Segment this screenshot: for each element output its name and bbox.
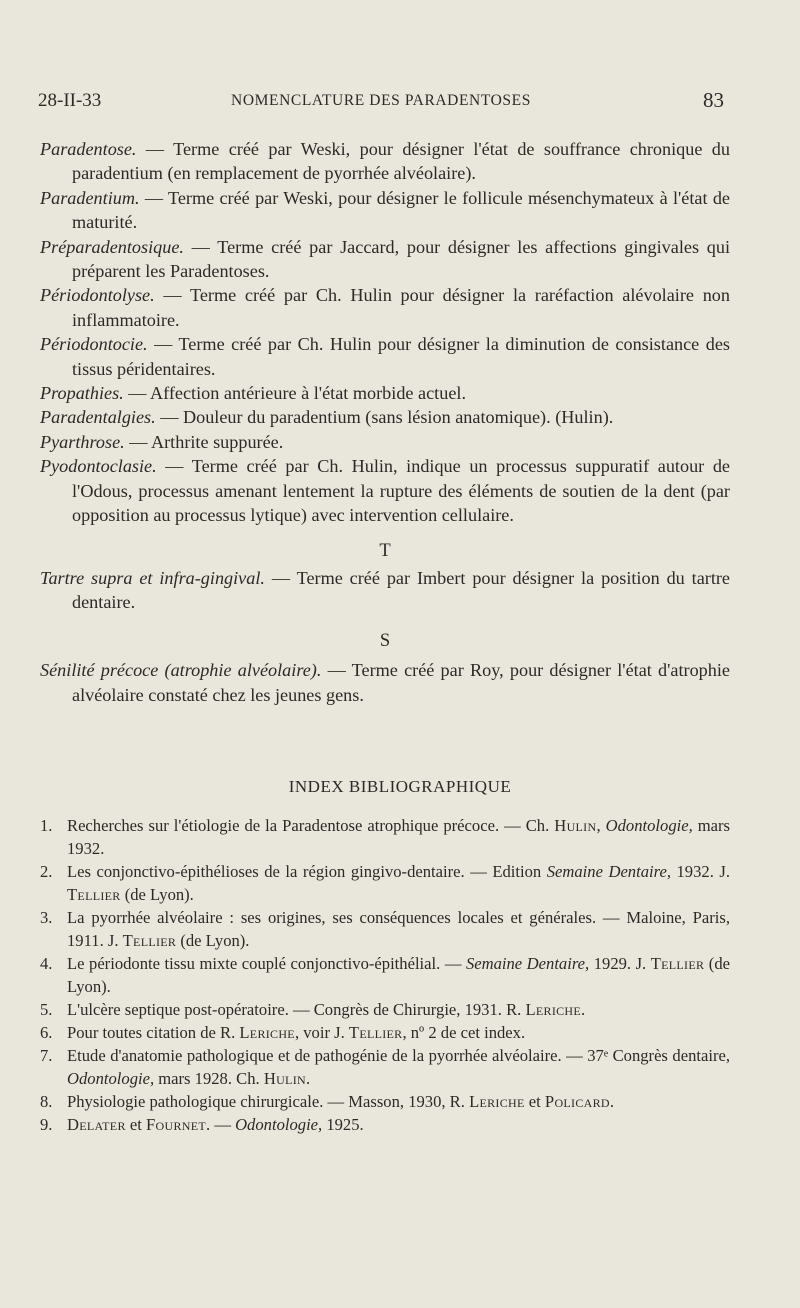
reference-number: 4. (40, 954, 53, 973)
page-number: 83 (703, 88, 724, 112)
reference-number: 1. (40, 816, 53, 835)
author-name: Tellier (348, 1023, 403, 1042)
bibliography-item (40, 1044, 730, 1090)
entry-definition: — Terme créé par Jaccard, pour désigner les affections gingivales qui préparent les Paradentoses. (72, 236, 730, 282)
journal-title: Odontologie, (605, 816, 693, 835)
glossary-entry (40, 235, 730, 284)
bibliography-item (40, 998, 730, 1021)
reference-text: Le périodonte tissu mixte couplé conjonctivo-épithélial. — (67, 954, 466, 973)
entry-term: Paradentose. (40, 139, 137, 159)
reference-number: 8. (40, 1092, 53, 1111)
author-name: Hulin. (263, 1069, 311, 1088)
reference-number: 9. (40, 1115, 53, 1134)
glossary-entry (40, 658, 730, 707)
entry-definition: — Terme créé par Ch. Hulin pour désigner la diminution de consistance des tissus péridentaires. (72, 334, 730, 379)
author-name: Fournet (146, 1115, 207, 1134)
index-title: INDEX BIBLIOGRAPHIQUE (288, 777, 512, 796)
reference-text: , voir J. (294, 1023, 349, 1042)
reference-text: . — (206, 1115, 236, 1134)
bibliography-item (40, 1090, 730, 1113)
author-name: Leriche (469, 1092, 525, 1111)
bibliography-item (40, 952, 730, 998)
reference-text: , (596, 816, 606, 835)
glossary-entry (40, 283, 730, 332)
glossary-entry (40, 430, 730, 454)
reference-text: , nº 2 de cet index. (402, 1023, 526, 1042)
reference-number: 6. (40, 1023, 53, 1042)
entry-definition: — Arthrite suppurée. (124, 431, 284, 452)
author-name: Leriche (239, 1023, 295, 1042)
running-header (38, 86, 724, 118)
reference-number: 2. (40, 862, 53, 881)
glossary (40, 137, 730, 707)
bibliography-item (40, 814, 730, 860)
reference-text: (de Lyon). (67, 954, 730, 996)
reference-text: Recherches sur l'étiologie de la Paradentose atrophique précoce. — Ch. (67, 816, 555, 835)
journal-title: Semaine Dentaire, (465, 954, 590, 973)
entry-term: Préparadentosique. (40, 236, 184, 257)
glossary-entry (40, 454, 730, 527)
entry-definition: — Affection antérieure à l'état morbide actuel. (123, 383, 466, 404)
entry-term: Paradentium. (40, 187, 140, 208)
entry-term: Pyodontoclasie. (40, 456, 157, 477)
entry-term: Périodontocie. (40, 334, 148, 355)
section-letter-t: T (379, 540, 391, 561)
entry-definition: — Terme créé par Imbert pour désigner la position du tartre dentaire. (72, 567, 731, 612)
reference-text: Pour toutes citation de R. (67, 1023, 240, 1042)
reference-text: Physiologie pathologique chirurgicale. — Masson, 1930, R. (67, 1092, 470, 1111)
journal-title: Semaine Dentaire, (546, 862, 671, 881)
entry-term: Pyarthrose. (40, 431, 125, 452)
entry-definition: — Terme créé par Ch. Hulin, indique un processus suppuratif autour de l'Odous, processus amenant lentement la rupture des éléments de soutien de la dent (par opposition au processus lytique) avec intervention cellulaire. (72, 456, 730, 526)
glossary-entry (40, 566, 730, 615)
entry-definition: — Terme créé par Weski, pour désigner le follicule mésenchymateux à l'état de maturité. (72, 187, 730, 233)
section-letter-s: S (379, 631, 391, 652)
reference-text: L'ulcère septique post-opératoire. — Congrès de Chirurgie, 1931. R. (67, 1000, 526, 1019)
bibliography-list (40, 814, 730, 1136)
reference-text: et (524, 1092, 545, 1111)
reference-text: 1925. (322, 1115, 364, 1134)
author-name: Tellier (122, 931, 177, 950)
reference-number: 5. (40, 1000, 53, 1019)
entry-term: Paradentalgies. (40, 407, 156, 428)
reference-number: 3. (40, 908, 53, 927)
entry-term: Propathies. (40, 383, 124, 404)
glossary-entry (40, 186, 730, 235)
bibliography-item (40, 1021, 730, 1044)
entry-term: Sénilité précoce (atrophie alvéolaire). (40, 660, 322, 681)
journal-title: Odontologie, (235, 1115, 323, 1134)
author-name: Delater (67, 1115, 126, 1134)
reference-text: Etude d'anatomie pathologique et de pathogénie de la pyorrhée alvéolaire. — 37ᵉ Congrès dentaire, (67, 1046, 730, 1065)
journal-title: Odontologie, (67, 1069, 155, 1088)
author-name: Leriche. (525, 1000, 586, 1019)
entry-definition: — Terme créé par Roy, pour désigner l'état d'atrophie alvéolaire constaté chez les jeunes gens. (72, 660, 730, 705)
bibliography-item (40, 860, 730, 906)
glossary-entry (40, 405, 730, 429)
reference-number: 7. (40, 1046, 53, 1065)
header-date: 28-II-33 (38, 90, 102, 111)
reference-text: 1932. J. (670, 862, 730, 881)
reference-text: mars 1932. (67, 816, 731, 858)
reference-text: et (125, 1115, 147, 1134)
entry-term: Tartre supra et infra-gingival. (40, 567, 265, 588)
author-name: Policard. (544, 1092, 615, 1111)
reference-text: mars 1928. Ch. (154, 1069, 264, 1088)
reference-text: La pyorrhée alvéolaire : ses origines, ses conséquences locales et générales. — Maloine, Paris, 1911. J. (67, 908, 730, 950)
bibliography-item (40, 1113, 730, 1136)
glossary-entry (40, 137, 730, 186)
reference-text: 1929. J. (589, 954, 651, 973)
author-name: Tellier (650, 954, 705, 973)
entry-definition: — Terme créé par Weski, pour désigner l'état de souffrance chronique du paradentium (en remplacement de pyorrhée alvéolaire). (72, 139, 730, 184)
entry-definition: — Douleur du paradentium (sans lésion anatomique). (Hulin). (155, 407, 614, 428)
glossary-entry (40, 381, 730, 405)
bibliography-item (40, 906, 730, 952)
reference-text: Les conjonctivo-épithélioses de la région gingivo-dentaire. — Edition (67, 862, 547, 881)
glossary-entry (40, 332, 730, 381)
reference-text: (de Lyon). (176, 931, 250, 950)
author-name: Tellier (67, 885, 121, 904)
header-title: NOMENCLATURE DES PARADENTOSES (231, 92, 531, 109)
reference-text: (de Lyon). (120, 885, 194, 904)
entry-definition: — Terme créé par Ch. Hulin pour désigner la raréfaction alévolaire non inflammatoire. (72, 285, 730, 330)
entry-term: Périodontolyse. (40, 285, 155, 306)
author-name: Hulin (554, 816, 597, 835)
